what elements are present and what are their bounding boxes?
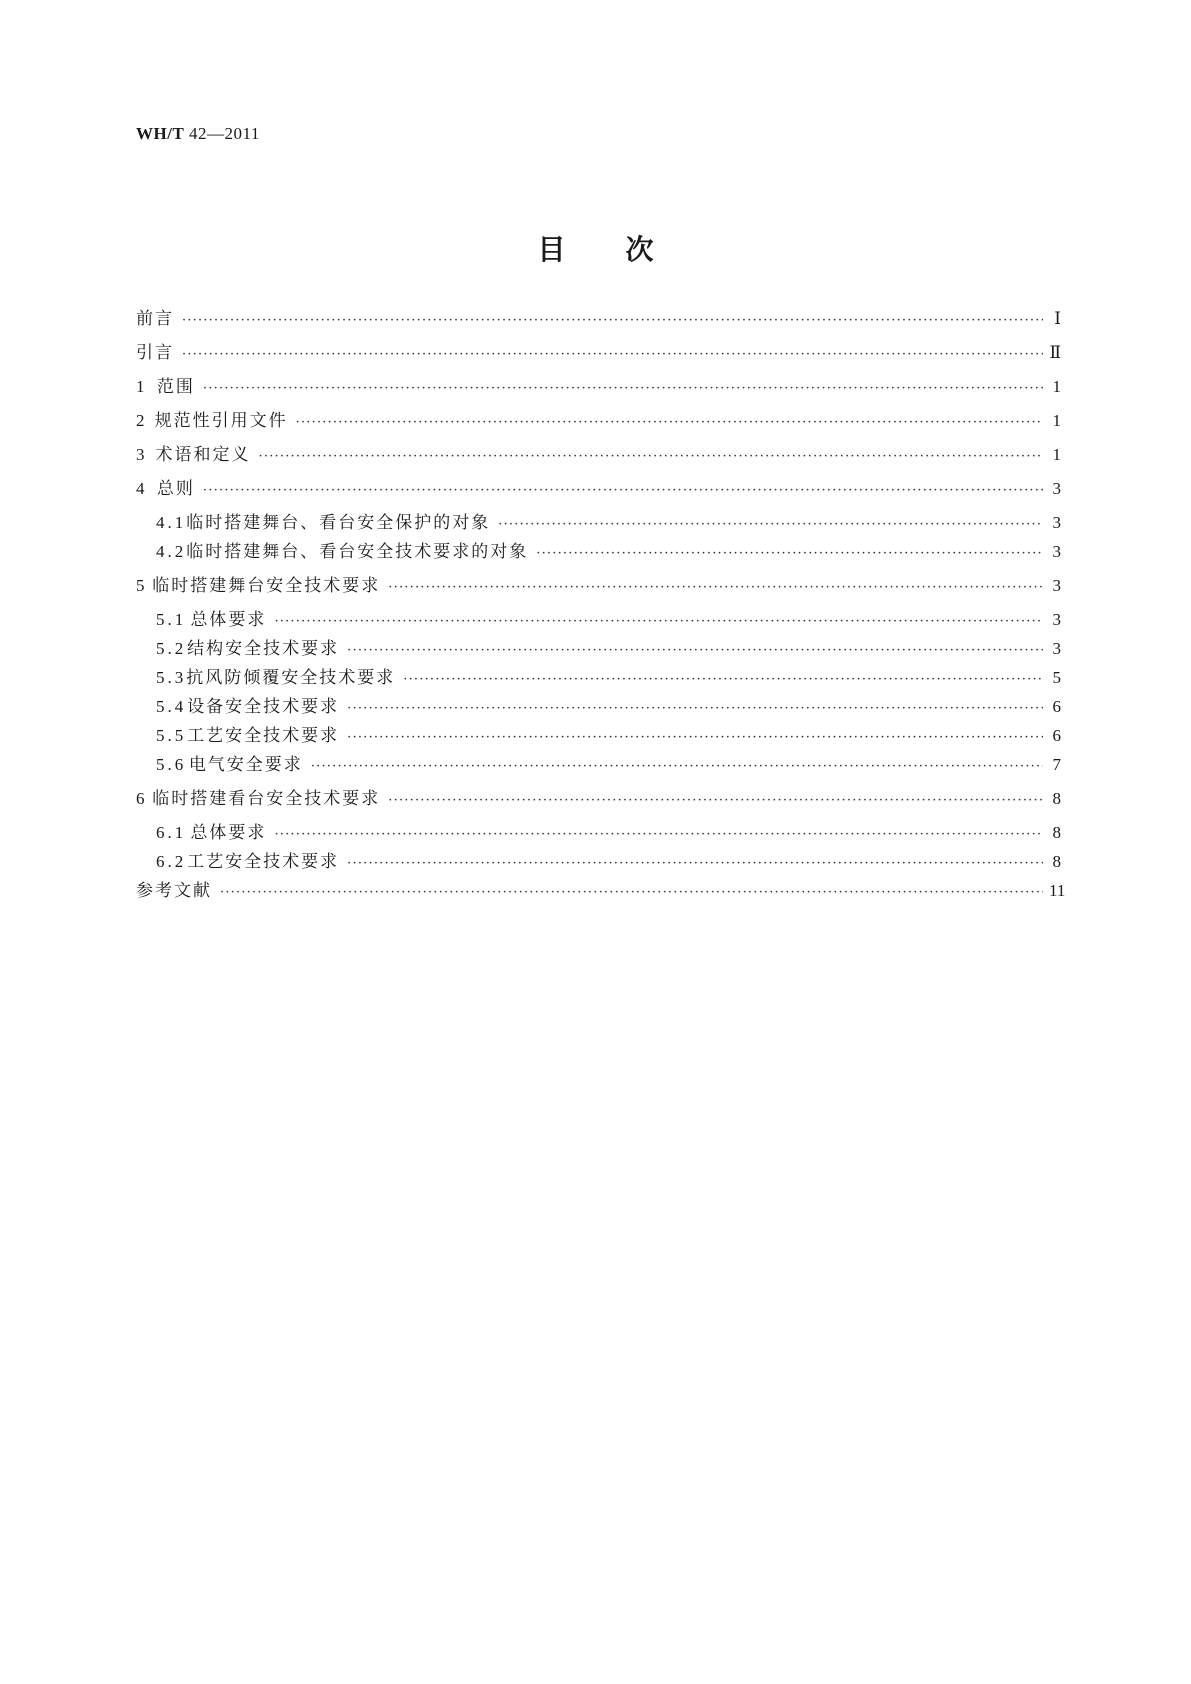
dot-leader (311, 754, 1043, 778)
toc-entry-page-number: Ⅰ (1054, 309, 1061, 328)
toc-entry-number: 5.4 (156, 697, 187, 716)
dot-leader (347, 638, 1043, 662)
toc-entry-title: 总则 (156, 479, 195, 499)
toc-entry[interactable] (136, 788, 1061, 812)
toc-entry-title: 术语和定义 (155, 445, 251, 465)
toc-entry-page-number: 3 (1052, 513, 1061, 532)
toc-entry[interactable] (136, 376, 1061, 400)
dot-leader (347, 851, 1043, 875)
toc-entry-title: 设备安全技术要求 (187, 697, 340, 717)
dot-leader (536, 541, 1043, 565)
toc-entry-title: 总体要求 (190, 610, 267, 630)
dot-leader (182, 308, 1043, 332)
toc-entry-page-number: 8 (1052, 852, 1061, 871)
toc-entry-title: 结构安全技术要求 (187, 639, 340, 659)
toc-entry-number: 5.1 (156, 610, 187, 629)
toc-entry-page-number: 1 (1052, 377, 1061, 396)
toc-entry[interactable] (136, 410, 1061, 434)
toc-entry-number: 5.2 (156, 639, 187, 658)
dot-leader (274, 822, 1043, 846)
dot-leader (347, 725, 1043, 749)
toc-entry-title: 参考文献 (136, 881, 212, 901)
toc-entry[interactable] (156, 667, 1061, 691)
toc-entry-number: 5.5 (156, 726, 187, 745)
toc-entry-number: 4.1 (156, 513, 187, 532)
dot-leader (274, 609, 1043, 633)
toc-entry-page-number: 6 (1052, 726, 1061, 745)
toc-entry-number: 5.6 (156, 755, 187, 774)
toc-entry-number: 6.1 (156, 823, 187, 842)
toc-entry-title: 抗风防倾覆安全技术要求 (186, 668, 396, 688)
dot-leader (203, 478, 1043, 502)
toc-entry-number: 1 (136, 377, 148, 396)
toc-entry-title: 临时搭建舞台、看台安全技术要求的对象 (186, 542, 529, 562)
standard-code-number: 42—2011 (189, 124, 260, 143)
toc-entry-title: 范围 (156, 377, 195, 397)
toc-entry-title: 工艺安全技术要求 (187, 726, 340, 746)
dot-leader (182, 342, 1043, 366)
toc-entry-title: 规范性引用文件 (154, 411, 288, 431)
toc-entry-number: 2 (136, 411, 148, 430)
toc-entry-page-number: 7 (1052, 755, 1061, 774)
toc-entry-title: 前言 (136, 309, 174, 329)
toc-entry[interactable] (156, 754, 1061, 778)
toc-entry-number: 3 (136, 445, 148, 464)
toc-entry-number: 6.2 (156, 852, 187, 871)
toc-entry[interactable] (156, 822, 1061, 846)
toc-entry-title: 临时搭建看台安全技术要求 (152, 789, 381, 809)
toc-entry-title: 临时搭建舞台安全技术要求 (152, 576, 381, 596)
toc-entry-page-number: 3 (1052, 542, 1061, 561)
toc-entry-page-number: 3 (1052, 610, 1061, 629)
toc-entry-number: 4 (136, 479, 148, 498)
toc-entry[interactable] (136, 575, 1061, 599)
toc-entry-page-number: 5 (1052, 668, 1061, 687)
toc-entry-title: 工艺安全技术要求 (187, 852, 340, 872)
toc-entry-page-number: 8 (1052, 789, 1061, 808)
toc-entry[interactable] (136, 444, 1061, 468)
toc-entry-title: 总体要求 (190, 823, 267, 843)
dot-leader (403, 667, 1043, 691)
dot-leader (296, 410, 1043, 434)
dot-leader (220, 880, 1043, 904)
toc-entry[interactable] (136, 880, 1066, 904)
toc-entry-page-number: 3 (1052, 576, 1061, 595)
toc-entry-number: 6 (136, 789, 148, 808)
toc-entry[interactable] (136, 308, 1061, 332)
toc-entry[interactable] (156, 541, 1061, 565)
toc-entry-title: 临时搭建舞台、看台安全保护的对象 (186, 513, 491, 533)
dot-leader (388, 575, 1043, 599)
toc-entry[interactable] (156, 609, 1061, 633)
toc-entry-number: 4.2 (156, 542, 187, 561)
toc-entry-page-number: 3 (1052, 639, 1061, 658)
toc-entry-title: 引言 (136, 343, 174, 363)
dot-leader (388, 788, 1043, 812)
toc-entry[interactable] (136, 478, 1061, 502)
toc-entry[interactable] (156, 851, 1061, 875)
toc-entry-page-number: 3 (1052, 479, 1061, 498)
standard-code-prefix: WH/T (136, 124, 185, 143)
toc-entry[interactable] (156, 512, 1061, 536)
toc-entry-number: 5 (136, 576, 148, 595)
toc-entry-page-number: 6 (1052, 697, 1061, 716)
toc-entry-page-number: Ⅱ (1049, 343, 1061, 362)
toc-entry[interactable] (136, 342, 1061, 366)
page-title: 目次 (537, 233, 714, 266)
toc-entry-page-number: 11 (1049, 881, 1066, 900)
toc-entry-page-number: 1 (1052, 411, 1061, 430)
dot-leader (347, 696, 1043, 720)
toc-entry-page-number: 8 (1052, 823, 1061, 842)
toc-entry-number: 5.3 (156, 668, 187, 687)
dot-leader (203, 376, 1043, 400)
toc-entry[interactable] (156, 725, 1061, 749)
dot-leader (259, 444, 1043, 468)
dot-leader (498, 512, 1043, 536)
toc-entry[interactable] (156, 696, 1061, 720)
toc-entry-title: 电气安全要求 (188, 755, 303, 775)
toc-entry-page-number: 1 (1052, 445, 1061, 464)
toc-entry[interactable] (156, 638, 1061, 662)
